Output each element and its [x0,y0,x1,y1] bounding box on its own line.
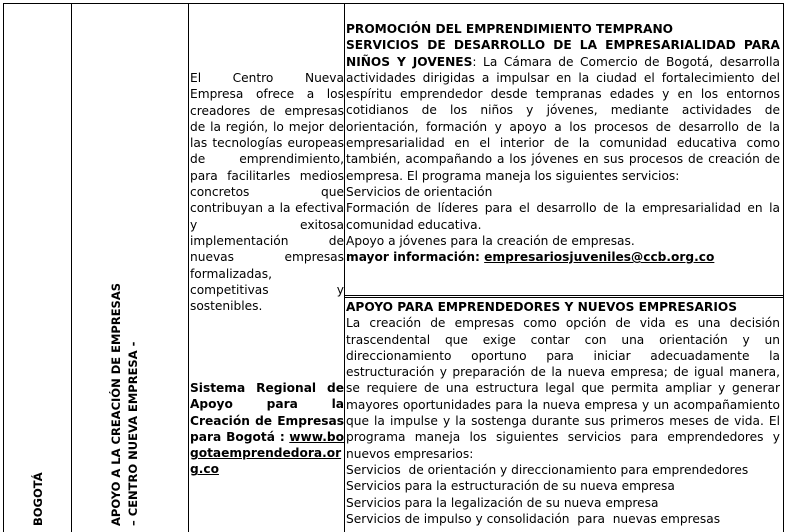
row-divider [344,295,784,296]
section2-body: La creación de empresas como opción de vida es una decisión trascendental que exige contar con una orientación y un direccionamiento oportuno para iniciar adecuadamente la estructuración y preparación de la nueva empresa; de igual manera, se requiere de una estructura legal que permita ampliar y generar mayores oportunidades para la nueva empresa y un acompañamiento que la impulse y la sostenga durante sus primeros meses de vida. El programa maneja los siguientes servicios para emprendedores y nuevos empresarios: [346,316,780,461]
section2-title: APOYO PARA EMPRENDEDORES Y NUEVOS EMPRESARIOS [346,300,737,314]
system-link[interactable]: www.bogotaemprendedora.org.co [190,429,344,477]
program-description [190,70,344,314]
table-left-border [3,3,4,532]
section2-service: Servicios para la estructuración de su nueva empresa [346,479,675,494]
section1-title: PROMOCIÓN DEL EMPRENDIMIENTO TEMPRANO [346,22,674,36]
program-title-line1: APOYO A LA CREACIÓN DE EMPRESAS [109,282,123,526]
section2-service: Servicios de orientación y direccionamiento para emprendedores [346,462,749,477]
city-label: BOGOTÁ [31,472,45,526]
section1-body: : La Cámara de Comercio de Bogotá, desarrolla actividades dirigidas a impulsar en la ciudad el fortalecimiento del espíritu emprendedor desde tempranas edades y en los entornos cotidianos de los niños y jóvenes, mediante actividades de orientación, formación y apoyo a los procesos de desarrollo de la empresarialidad en el interior de la comunidad educativa como también, acompañando a los jóvenes en sus procesos de creación de empresa. El programa maneja los siguientes servicios: [346,54,780,183]
section-new-entrepreneurs [346,299,780,527]
section1-subtitle: SERVICIOS DE DESARROLLO DE LA EMPRESARIALIDAD PARA NIÑOS Y JOVENES [346,38,780,69]
section1-service: Formación de líderes para el desarrollo de la empresarialidad en la comunidad educativa. [346,201,780,232]
column-divider-1 [71,3,72,532]
section-early-entrepreneurship [346,21,780,265]
system-info [190,380,344,478]
section1-service: Apoyo a jóvenes para la creación de empresas. [346,233,635,248]
column-divider-2 [188,3,189,532]
description-text: El Centro Nueva Empresa ofrece a los creadores de empresas de la región, lo mejor de las tecnologías europeas de emprendimiento, para facilitarles medios concretos que contribuyan a la efectiva y exitosa implementación de nuevas empresas formalizadas, competitivas y sostenibles. [190,71,344,314]
table-right-border [783,3,784,532]
program-title-line2: – CENTRO NUEVA EMPRESA - [126,341,140,526]
column-divider-3 [344,3,345,532]
section1-service: Servicios de orientación [346,184,493,199]
info-label: mayor información: [346,250,485,265]
section2-service: Servicios para la legalización de su nueva empresa [346,495,659,510]
info-email-link[interactable]: empresariosjuveniles@ccb.org.co [484,250,715,265]
table-top-border [3,3,784,4]
section2-service: Servicios de impulso y consolidación para nuevas empresas [346,511,721,526]
row-divider-inner [344,297,784,298]
system-label: Sistema Regional de Apoyo para la Creación de Empresas para Bogotá : [190,381,344,444]
